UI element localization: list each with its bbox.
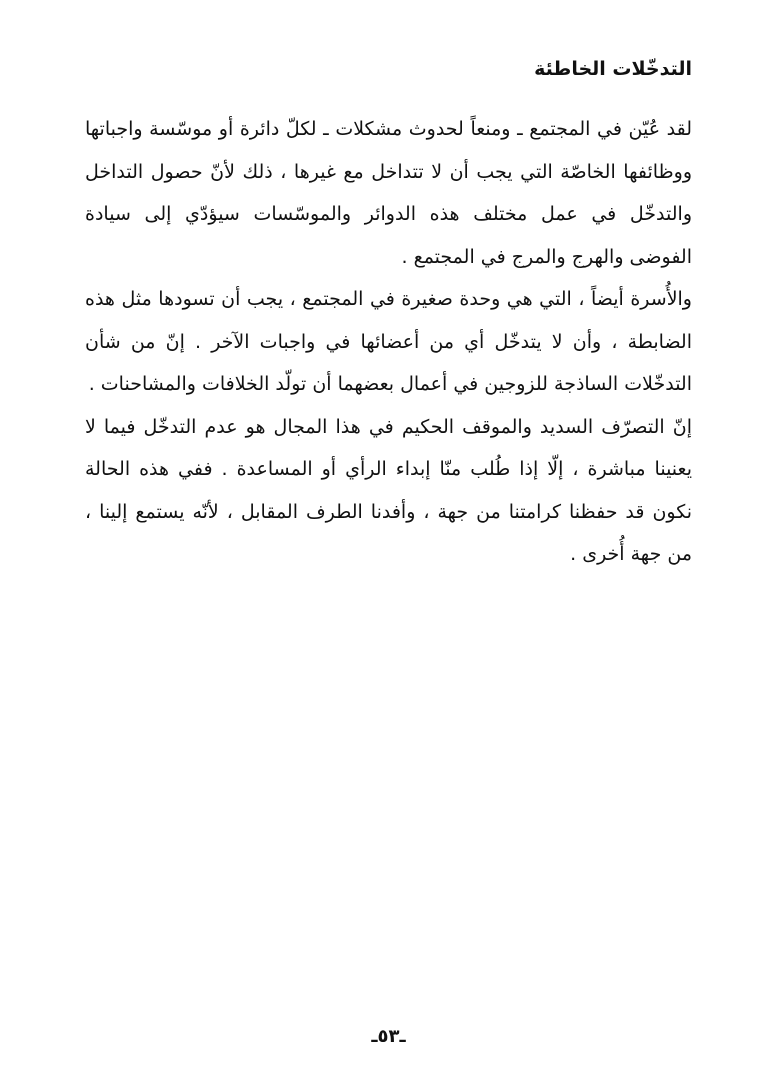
- page-number: ـ٥٣ـ: [371, 1026, 406, 1047]
- paragraph: والأُسرة أيضاً ، التي هي وحدة صغيرة في المجتمع ، يجب أن تسودها مثل هذه الضابطة ، وأن لا يتدخّل أي من أعضائها في واجبات الآخر . إنّ من شأن التدخّلات الساذجة للزوجين في أعمال بعضهما أن تولّد الخلافات والمشاحنات .: [85, 288, 692, 395]
- paragraph: إنّ التصرّف السديد والموقف الحكيم في هذا المجال هو عدم التدخّل فيما لا يعنينا مباشرة ، إلّا إذا طُلب منّا إبداء الرأي أو المساعدة . ففي هذه الحالة نكون قد حفظنا كرامتنا من جهة ، وأفدنا الطرف المقابل ، لأنّه يستمع إلينا ، من جهة أُخرى .: [85, 415, 692, 565]
- body-text: [85, 108, 692, 576]
- paragraph: لقد عُيّن في المجتمع ـ ومنعاً لحدوث مشكلات ـ لكلّ دائرة أو موسّسة واجباتها ووظائفها الخاصّة التي يجب أن لا تتداخل مع غيرها ، ذلك لأنّ حصول التداخل والتدخّل في عمل مختلف هذه الدوائر والموسّسات سيؤدّي إلى سيادة الفوضى والهرج والمرج في المجتمع .: [85, 118, 692, 268]
- page-title: التدخّلات الخاطئة: [534, 58, 692, 80]
